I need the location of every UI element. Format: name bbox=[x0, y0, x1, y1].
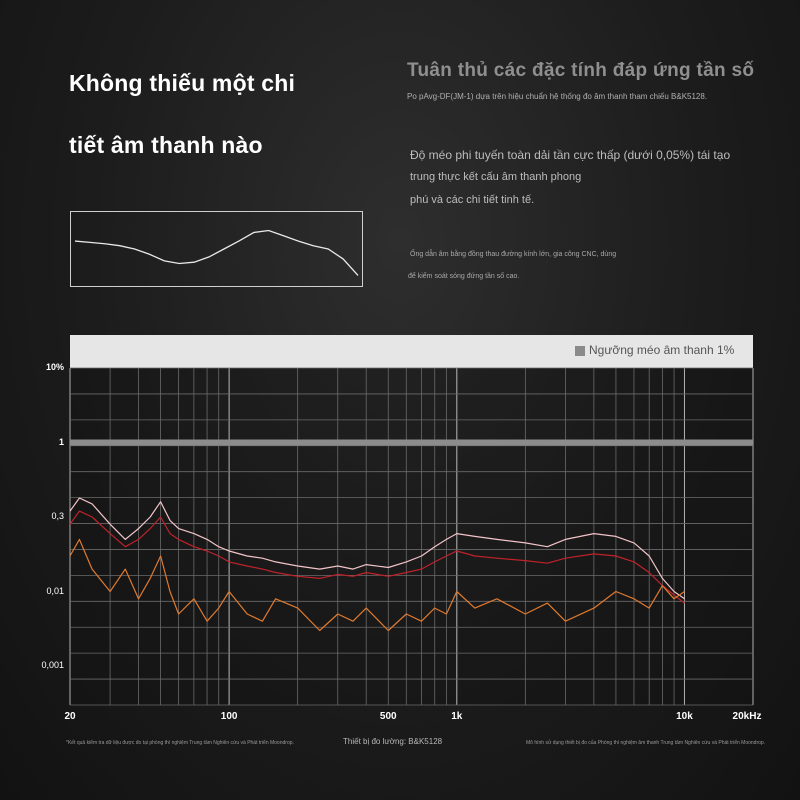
headline-line-1: Không thiếu một chi bbox=[69, 70, 296, 96]
y-tick-label: 0,3 bbox=[51, 511, 64, 522]
x-tick-label: 10k bbox=[676, 711, 693, 722]
note-line-2: để kiểm soát sóng đứng tần số cao. bbox=[408, 273, 520, 280]
section-subtitle: Po pAvg-DF(JM-1) dựa trên hiệu chuẩn hệ thống đo âm thanh tham chiếu B&K5128. bbox=[407, 92, 708, 101]
section-title: Tuân thủ các đặc tính đáp ứng tần số bbox=[407, 60, 755, 81]
y-tick-label: 10% bbox=[45, 362, 64, 372]
footnote-left: *Kết quả kiểm tra dữ liệu được đo tại phòng thí nghiệm Trung tâm Nghiên cứu và Phát triển Moondrop. bbox=[66, 740, 294, 746]
x-tick-label: 500 bbox=[379, 711, 397, 722]
footnote-right: Mô hình sử dụng thiết bị đo của Phòng thí nghiệm âm thanh Trung tâm Nghiên cứu và Phát triển Moondrop. bbox=[526, 740, 766, 746]
headline-line-2: tiết âm thanh nào bbox=[69, 132, 263, 158]
description-line-2: trung thực kết cấu âm thanh phong bbox=[410, 171, 582, 183]
legend-label: Ngưỡng méo âm thanh 1% bbox=[589, 343, 735, 357]
x-tick-label: 20kHz bbox=[732, 711, 762, 722]
x-tick-label: 20 bbox=[64, 711, 76, 722]
y-tick-label: 0,01 bbox=[46, 585, 64, 596]
note-line-1: Ống dẫn âm bằng đồng thau đường kính lớn, gia công CNC, dùng bbox=[410, 251, 617, 258]
plot-area bbox=[70, 368, 753, 705]
y-tick-label: 1 bbox=[58, 436, 64, 447]
description-line-1: Độ méo phi tuyến toàn dải tần cực thấp (dưới 0,05%) tái tạo bbox=[410, 148, 731, 162]
y-tick-label: 0,001 bbox=[41, 660, 64, 671]
x-tick-label: 1k bbox=[451, 711, 463, 722]
x-tick-label: 100 bbox=[220, 711, 238, 722]
description-line-3: phú và các chi tiết tinh tế. bbox=[410, 194, 535, 206]
footnote-center: Thiết bị đo lường: B&K5128 bbox=[343, 737, 443, 746]
